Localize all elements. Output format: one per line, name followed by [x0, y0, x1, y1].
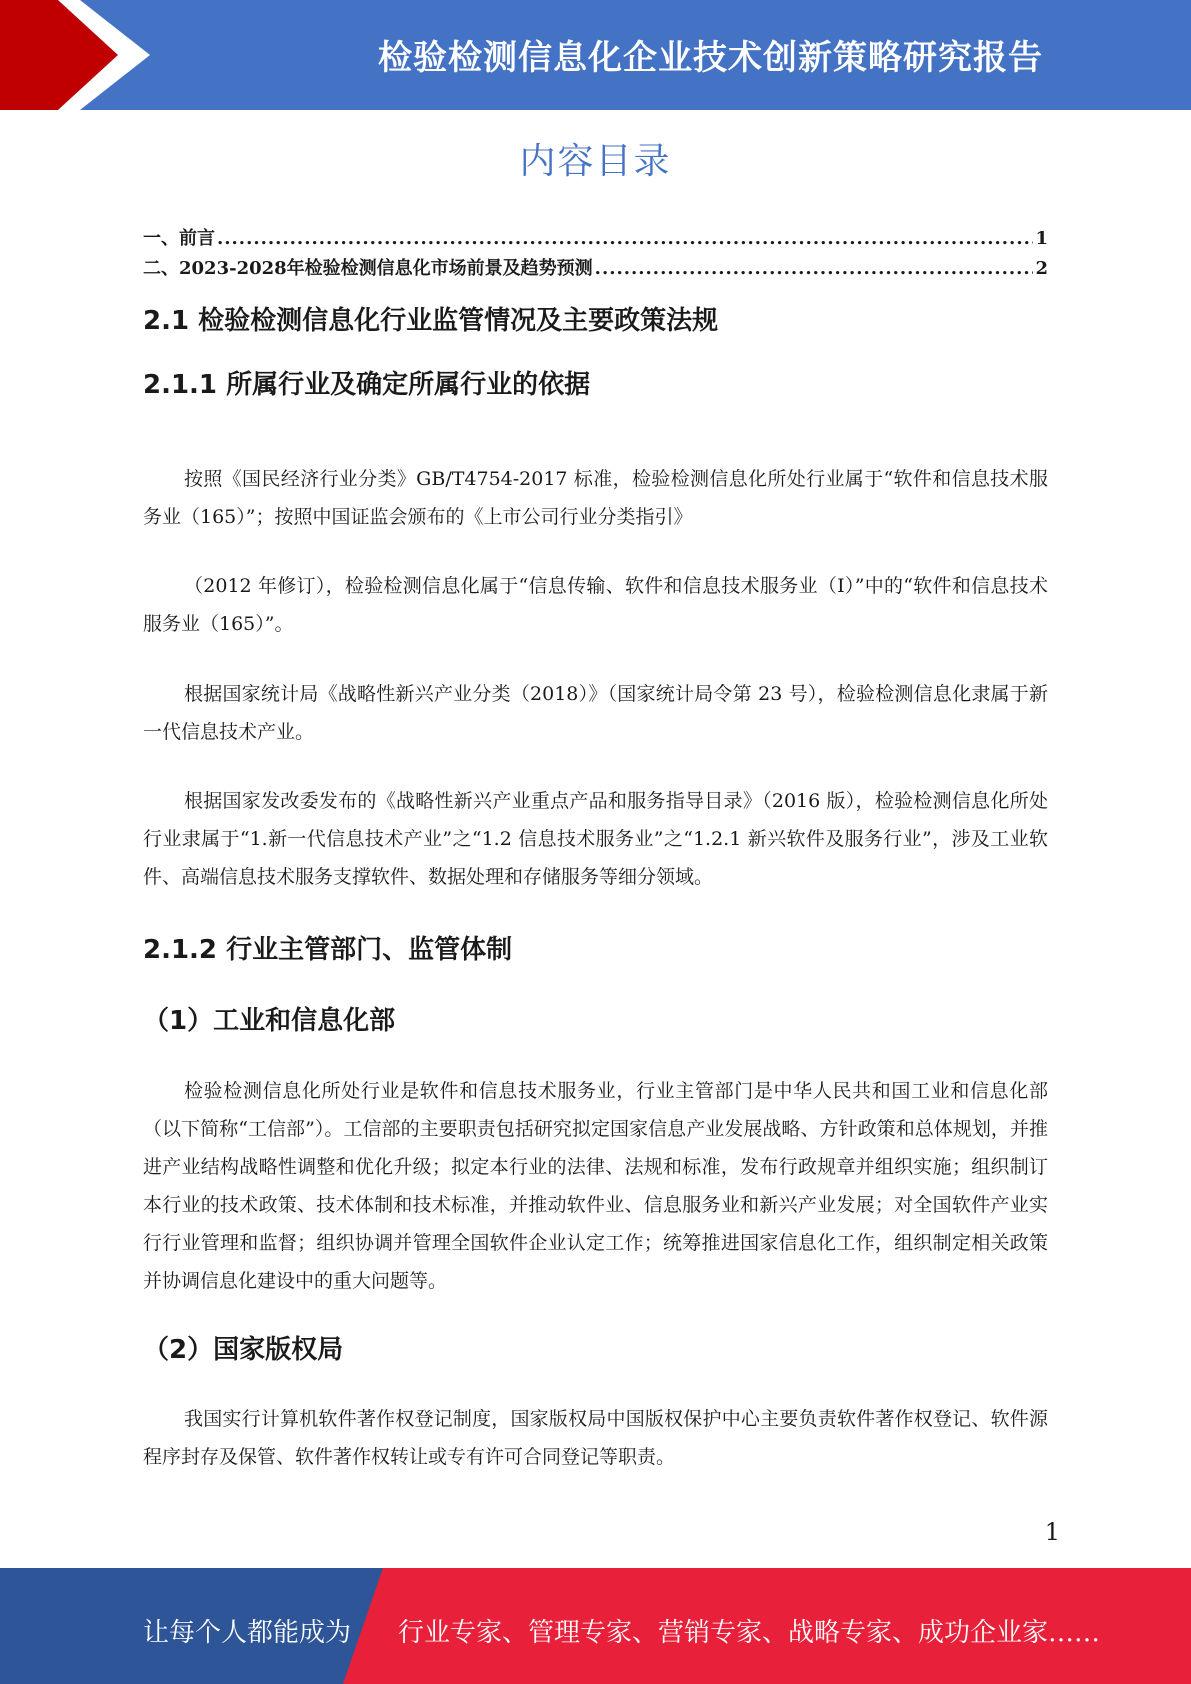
section-heading-2-1: 2.1 检验检测信息化行业监管情况及主要政策法规 — [143, 306, 719, 336]
report-title: 检验检测信息化企业技术创新策略研究报告 — [378, 38, 1043, 78]
toc-title: 内容目录 — [519, 141, 672, 182]
paragraph-copyright-registration: 我国实行计算机软件著作权登记制度，国家版权局中国版权保护中心主要负责软件著作权登记、软件源程序封存及保管、软件著作权转让或专有许可合同登记等职责。 — [143, 1408, 1048, 1468]
footer-slogan-left: 让每个人都能成为 — [143, 1618, 352, 1648]
toc-leader-dots — [595, 258, 1034, 279]
paragraph-2012-revision: （2012 年修订），检验检测信息化属于“信息传输、软件和信息技术服务业（I）”中的“软件和信息技术服务业（165）”。 — [143, 575, 1048, 635]
paragraph-6-wrap — [143, 1400, 1048, 1476]
paragraph-4-wrap — [143, 782, 1048, 896]
section-heading-2-1-2: 2.1.2 行业主管部门、监管体制 — [143, 935, 513, 965]
toc-entry-label: 二、2023-2028年检验检测信息化市场前景及趋势预测 — [143, 258, 593, 279]
paragraph-2-wrap — [143, 567, 1048, 643]
subheading-miit-wrap — [143, 1000, 1048, 1037]
toc-entry-label: 一、前言 — [143, 228, 215, 249]
toc-entry[interactable] — [143, 254, 1048, 284]
section-heading-2-1-2-wrap — [143, 929, 1048, 966]
toc-entry[interactable] — [143, 224, 1048, 254]
paragraph-ndrc-catalog: 根据国家发改委发布的《战略性新兴产业重点产品和服务指导目录》（2016 版），检验检测信息化所处行业隶属于“1.新一代信息技术产业”之“1.2 信息技术服务业”之“1.2.1 新兴软件及服务行业”，涉及工业软件、高端信息技术服务支撑软件、数据处理和存储服务等细分领域。 — [143, 790, 1048, 888]
header-banner — [0, 0, 1191, 110]
subheading-copyright-office: （2）国家版权局 — [143, 1335, 344, 1365]
paragraph-3-wrap — [143, 675, 1048, 751]
subheading-copyright-wrap — [143, 1329, 1048, 1366]
paragraph-5-wrap — [143, 1072, 1048, 1300]
section-heading-2-1-1: 2.1.1 所属行业及确定所属行业的依据 — [143, 370, 591, 400]
subheading-miit: （1）工业和信息化部 — [143, 1006, 396, 1036]
toc-entry-page: 2 — [1035, 258, 1048, 279]
paragraph-strategic-industry: 根据国家统计局《战略性新兴产业分类（2018）》（国家统计局令第 23 号），检验检测信息化隶属于新一代信息技术产业。 — [143, 683, 1048, 743]
page-number: 1 — [1044, 1518, 1060, 1546]
toc-leader-dots — [217, 228, 1033, 249]
section-heading-2-1-wrap — [143, 300, 1048, 337]
paragraph-miit-duties: 检验检测信息化所处行业是软件和信息技术服务业，行业主管部门是中华人民共和国工业和信息化部（以下简称“工信部”）。工信部的主要职责包括研究拟定国家信息产业发展战略、方针政策和总体规划，并推进产业结构战略性调整和优化升级；拟定本行业的法律、法规和标准，发布行政规章并组织实施；组织制订本行业的技术政策、技术体制和技术标准，并推动软件业、信息服务业和新兴产业发展；对全国软件产业实行行业管理和监督；组织协调并管理全国软件企业认定工作；统筹推进国家信息化工作，组织制定相关政策并协调信息化建设中的重大问题等。 — [143, 1080, 1048, 1292]
footer-banner — [0, 1568, 1191, 1684]
paragraph-industry-classification: 按照《国民经济行业分类》GB/T4754-2017 标准，检验检测信息化所处行业属于“软件和信息技术服务业（165）”；按照中国证监会颁布的《上市公司行业分类指引》 — [143, 468, 1048, 528]
paragraph-1-wrap — [143, 460, 1048, 536]
table-of-contents — [143, 224, 1048, 284]
section-heading-2-1-1-wrap — [143, 364, 1048, 401]
toc-entry-page: 1 — [1035, 228, 1048, 249]
footer-slogan-right: 行业专家、管理专家、营销专家、战略专家、成功企业家…… — [398, 1618, 1101, 1648]
